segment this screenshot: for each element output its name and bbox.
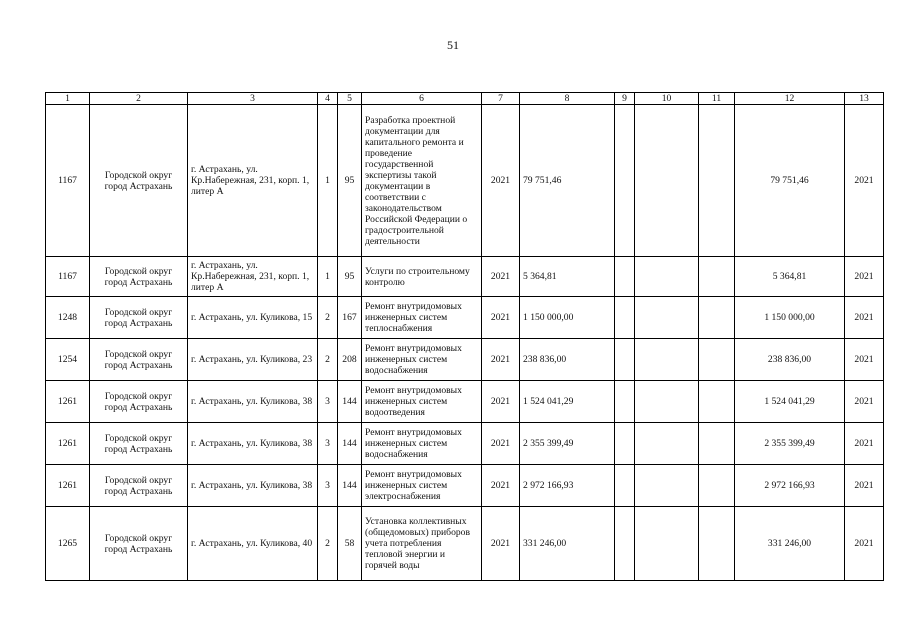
cell-col-10 <box>635 423 699 465</box>
cell-col-11 <box>699 507 735 581</box>
cell-cost: 2 972 166,93 <box>520 465 615 507</box>
cell-total: 1 150 000,00 <box>735 297 845 339</box>
cell-col-9 <box>615 381 635 423</box>
cell-code: 144 <box>338 381 362 423</box>
cell-house-id: 1261 <box>46 465 90 507</box>
cell-col-10 <box>635 381 699 423</box>
cell-col-10 <box>635 507 699 581</box>
cell-group: 2 <box>318 507 338 581</box>
cell-total: 1 524 041,29 <box>735 381 845 423</box>
column-number: 8 <box>520 93 615 105</box>
cell-address: г. Астрахань, ул. Куликова, 40 <box>188 507 318 581</box>
cell-municipality: Городской округ город Астрахань <box>90 257 188 297</box>
cell-work-type: Разработка проектной документации для капитального ремонта и проведение государственной экспертизы такой документации в соответствии с законодательством Российской Федерации о градостроительной деятельности <box>362 105 482 257</box>
cell-year: 2021 <box>482 465 520 507</box>
cell-code: 95 <box>338 257 362 297</box>
cell-year: 2021 <box>482 105 520 257</box>
cell-address: г. Астрахань, ул. Куликова, 23 <box>188 339 318 381</box>
cell-col-10 <box>635 339 699 381</box>
cell-col-11 <box>699 257 735 297</box>
cell-col-11 <box>699 339 735 381</box>
cell-col-9 <box>615 423 635 465</box>
column-number: 3 <box>188 93 318 105</box>
cell-cost: 1 150 000,00 <box>520 297 615 339</box>
cell-year: 2021 <box>482 381 520 423</box>
table-row <box>46 105 884 257</box>
cell-group: 3 <box>318 381 338 423</box>
cell-cost: 5 364,81 <box>520 257 615 297</box>
column-number: 9 <box>615 93 635 105</box>
cell-work-type: Услуги по строительному контролю <box>362 257 482 297</box>
cell-address: г. Астрахань, ул. Куликова, 38 <box>188 465 318 507</box>
cell-year: 2021 <box>482 257 520 297</box>
cell-completion-year: 2021 <box>845 423 884 465</box>
cell-col-10 <box>635 297 699 339</box>
cell-house-id: 1248 <box>46 297 90 339</box>
table-row <box>46 257 884 297</box>
cell-completion-year: 2021 <box>845 297 884 339</box>
cell-group: 2 <box>318 339 338 381</box>
cell-house-id: 1167 <box>46 257 90 297</box>
cell-work-type: Ремонт внутридомовых инженерных систем водоотведения <box>362 381 482 423</box>
column-number: 13 <box>845 93 884 105</box>
cell-col-11 <box>699 297 735 339</box>
cell-col-11 <box>699 381 735 423</box>
cell-municipality: Городской округ город Астрахань <box>90 339 188 381</box>
table-row <box>46 507 884 581</box>
cell-address: г. Астрахань, ул. Кр.Набережная, 231, корп. 1, литер А <box>188 257 318 297</box>
cell-address: г. Астрахань, ул. Куликова, 38 <box>188 381 318 423</box>
cell-address: г. Астрахань, ул. Куликова, 15 <box>188 297 318 339</box>
cell-municipality: Городской округ город Астрахань <box>90 507 188 581</box>
cell-work-type: Ремонт внутридомовых инженерных систем водоснабжения <box>362 423 482 465</box>
cell-work-type: Установка коллективных (общедомовых) приборов учета потребления тепловой энергии и горячей воды <box>362 507 482 581</box>
cell-total: 2 972 166,93 <box>735 465 845 507</box>
cell-total: 79 751,46 <box>735 105 845 257</box>
cell-work-type: Ремонт внутридомовых инженерных систем электроснабжения <box>362 465 482 507</box>
cell-group: 1 <box>318 257 338 297</box>
cell-house-id: 1261 <box>46 423 90 465</box>
cell-group: 3 <box>318 423 338 465</box>
cell-col-9 <box>615 297 635 339</box>
cell-col-9 <box>615 465 635 507</box>
cell-municipality: Городской округ город Астрахань <box>90 381 188 423</box>
cell-year: 2021 <box>482 507 520 581</box>
column-number: 7 <box>482 93 520 105</box>
column-number: 2 <box>90 93 188 105</box>
table-row <box>46 339 884 381</box>
cell-col-9 <box>615 105 635 257</box>
cell-municipality: Городской округ город Астрахань <box>90 423 188 465</box>
cell-total: 5 364,81 <box>735 257 845 297</box>
cell-house-id: 1254 <box>46 339 90 381</box>
cell-col-11 <box>699 465 735 507</box>
cell-cost: 2 355 399,49 <box>520 423 615 465</box>
column-number: 12 <box>735 93 845 105</box>
column-number-row <box>46 93 884 105</box>
column-number: 5 <box>338 93 362 105</box>
cell-year: 2021 <box>482 339 520 381</box>
column-number: 11 <box>699 93 735 105</box>
cell-cost: 331 246,00 <box>520 507 615 581</box>
cell-col-9 <box>615 507 635 581</box>
cell-year: 2021 <box>482 423 520 465</box>
capital-repair-table <box>45 92 884 581</box>
column-number: 1 <box>46 93 90 105</box>
cell-house-id: 1261 <box>46 381 90 423</box>
table-row <box>46 465 884 507</box>
cell-col-10 <box>635 465 699 507</box>
cell-completion-year: 2021 <box>845 381 884 423</box>
cell-completion-year: 2021 <box>845 339 884 381</box>
cell-col-9 <box>615 339 635 381</box>
cell-group: 2 <box>318 297 338 339</box>
column-number: 6 <box>362 93 482 105</box>
cell-group: 1 <box>318 105 338 257</box>
cell-completion-year: 2021 <box>845 105 884 257</box>
cell-col-10 <box>635 257 699 297</box>
cell-house-id: 1167 <box>46 105 90 257</box>
cell-address: г. Астрахань, ул. Кр.Набережная, 231, корп. 1, литер А <box>188 105 318 257</box>
cell-cost: 1 524 041,29 <box>520 381 615 423</box>
cell-municipality: Городской округ город Астрахань <box>90 465 188 507</box>
cell-code: 95 <box>338 105 362 257</box>
cell-code: 58 <box>338 507 362 581</box>
cell-address: г. Астрахань, ул. Куликова, 38 <box>188 423 318 465</box>
cell-completion-year: 2021 <box>845 257 884 297</box>
cell-col-10 <box>635 105 699 257</box>
cell-group: 3 <box>318 465 338 507</box>
column-number: 4 <box>318 93 338 105</box>
cell-total: 331 246,00 <box>735 507 845 581</box>
cell-col-11 <box>699 423 735 465</box>
table-row <box>46 423 884 465</box>
cell-work-type: Ремонт внутридомовых инженерных систем теплоснабжения <box>362 297 482 339</box>
cell-municipality: Городской округ город Астрахань <box>90 105 188 257</box>
cell-code: 208 <box>338 339 362 381</box>
cell-municipality: Городской округ город Астрахань <box>90 297 188 339</box>
cell-completion-year: 2021 <box>845 507 884 581</box>
cell-completion-year: 2021 <box>845 465 884 507</box>
cell-code: 167 <box>338 297 362 339</box>
table-row <box>46 381 884 423</box>
cell-work-type: Ремонт внутридомовых инженерных систем водоснабжения <box>362 339 482 381</box>
cell-cost: 79 751,46 <box>520 105 615 257</box>
column-number: 10 <box>635 93 699 105</box>
cell-code: 144 <box>338 423 362 465</box>
cell-house-id: 1265 <box>46 507 90 581</box>
cell-total: 2 355 399,49 <box>735 423 845 465</box>
cell-col-11 <box>699 105 735 257</box>
cell-code: 144 <box>338 465 362 507</box>
cell-cost: 238 836,00 <box>520 339 615 381</box>
cell-col-9 <box>615 257 635 297</box>
table-row <box>46 297 884 339</box>
cell-total: 238 836,00 <box>735 339 845 381</box>
page-number: 51 <box>447 38 459 52</box>
cell-year: 2021 <box>482 297 520 339</box>
